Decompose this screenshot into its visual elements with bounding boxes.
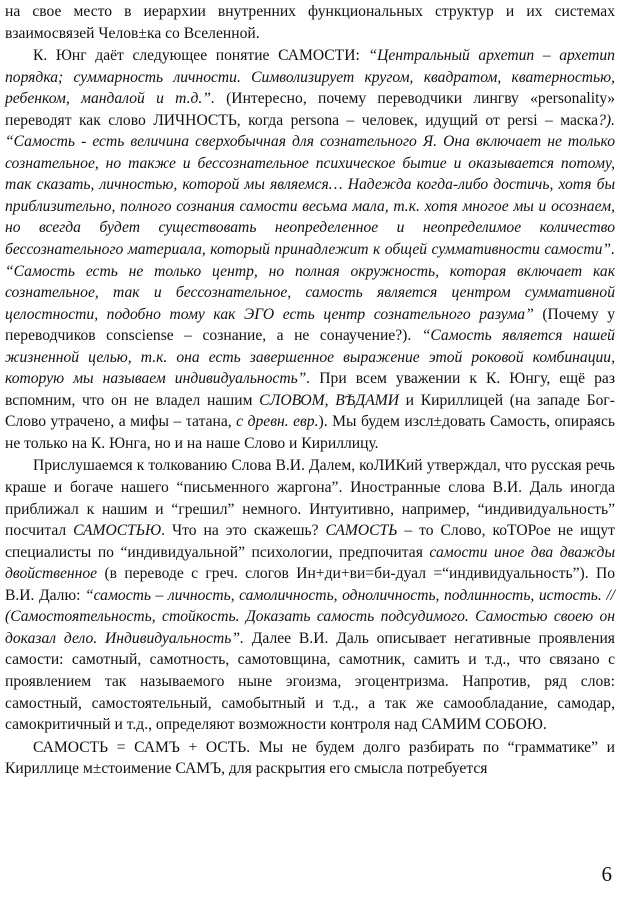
text-run: К. Юнг даёт следующее понятие САМОСТИ:	[33, 47, 369, 65]
page-number: 6	[601, 862, 612, 886]
paragraph	[5, 455, 615, 735]
text-run: САМОСТЬ = САМЪ + ОСТЬ. Мы не будем долго разбирать по “грамматике” и Кириллице м±стоимение САМЪ, для раскрытия его смысла потребуется	[5, 738, 615, 778]
body-text	[5, 1, 615, 780]
paragraph	[5, 1, 615, 44]
italic-text-run: СЛОВОМ, ВѢДАМИ	[259, 391, 399, 409]
text-run: – то Слово, коТОРое не ищут специалисты по “индивидуальной” психологии, предпочитая	[5, 522, 615, 561]
italic-text-run: самости иное два дважды двойственное	[5, 543, 615, 583]
italic-text-run: “Самость является нашей жизненной целью, т.к. она есть завершенное выражение этой роковой комбинации, которую мы называем индивидуальность”.	[5, 327, 615, 388]
italic-text-run: “самость – личность, самоличность, одноличность, подлинность, истость. // (Самостоятельность, стойкость. Доказать самость подсудимого. Самостью своею он доказал дело. Индивидуальность”.	[5, 586, 615, 647]
text-run: Далее В.И. Даль описывает негативные проявления самости: самотный, самотность, самотовщина, самотник, самить и т.д., что связано с проявлением так называемого ныне эгоизма, эгоцентризма. Напротив, ряд слов: самостный, самостоятельный, самобытный и т.д., а так же самообладание, самодар, самокритичный и т.д., определяют возможности контроля над САМИМ СОБОЮ.	[5, 629, 615, 734]
text-run: При всем уважении к К. Юнгу, ещё раз вспомним, что он не владел нашим	[5, 370, 616, 409]
text-run: ). Мы будем изсл±довать Самость, опираясь не только на К. Юнга, но и на наше Слово и Кириллицу.	[5, 413, 615, 452]
text-run: и Кириллицей (на западе Бог-Слово утрачено, а мифы – τатана,	[5, 391, 615, 431]
italic-text-run: с древн. евр.	[236, 413, 319, 431]
text-run: (Почему у переводчиков consciense – сознание, а не сонаучение?).	[5, 305, 616, 345]
text-run: . Что на это скажешь?	[161, 522, 326, 540]
text-run: на свое место в иерархии внутренних функциональных структур и их системах взаимосвязей Челов±ка со Вселенной.	[5, 3, 615, 42]
paragraph	[5, 45, 615, 454]
text-run: (Интересно, почему переводчики лингву «personality» переводят как слово ЛИЧНОСТЬ, когда persona – человек, идущий от persi – маска	[5, 90, 615, 129]
italic-text-run: ?). “Самость - есть величина сверхобычная для сознательного Я. Она включает не только сознательное, но также и бессознательное психическое бытие и оказывается потому, так сказать, личностью, которой мы являемся… Надежда когда-либо достичь, хотя бы приблизительно, полного сознания самости весьма мала, т.к. хотя многое мы и осознаем, но всегда будет существовать неопределенное и неопределимое количество бессознательного материала, который принадлежит к общей суммативности самости”. “Самость есть не только центр, но полная окружность, которая включает как сознательное, так и бессознательное, самость является центром суммативной целостности, подобно тому как ЭГО есть центр сознательного разума”	[5, 111, 615, 323]
italic-text-run: САМОСТЬ	[325, 522, 398, 540]
italic-text-run: САМОСТЬЮ	[73, 522, 162, 540]
paragraph	[5, 737, 615, 780]
italic-text-run: “Центральный архетип – архетип порядка; суммарность личности. Символизирует кругом, квадратом, кватерностью, ребенком, мандалой и т.д.”.	[5, 47, 615, 108]
text-run: Прислушаемся к толкованию Слова В.И. Далем, коЛИКий утверждал, что русская речь краше и богаче нашего “письменного жаргона”. Иностранные слова В.И. Даль иногда приближал к нашим и “грешил” немного. Интуитивно, например, “индивидуальность” посчитал	[5, 457, 615, 540]
text-run: (в переводе с греч. слогов Ин+ди+ви=би-дуал =“индивидуальность”). По В.И. Далю:	[5, 565, 615, 604]
